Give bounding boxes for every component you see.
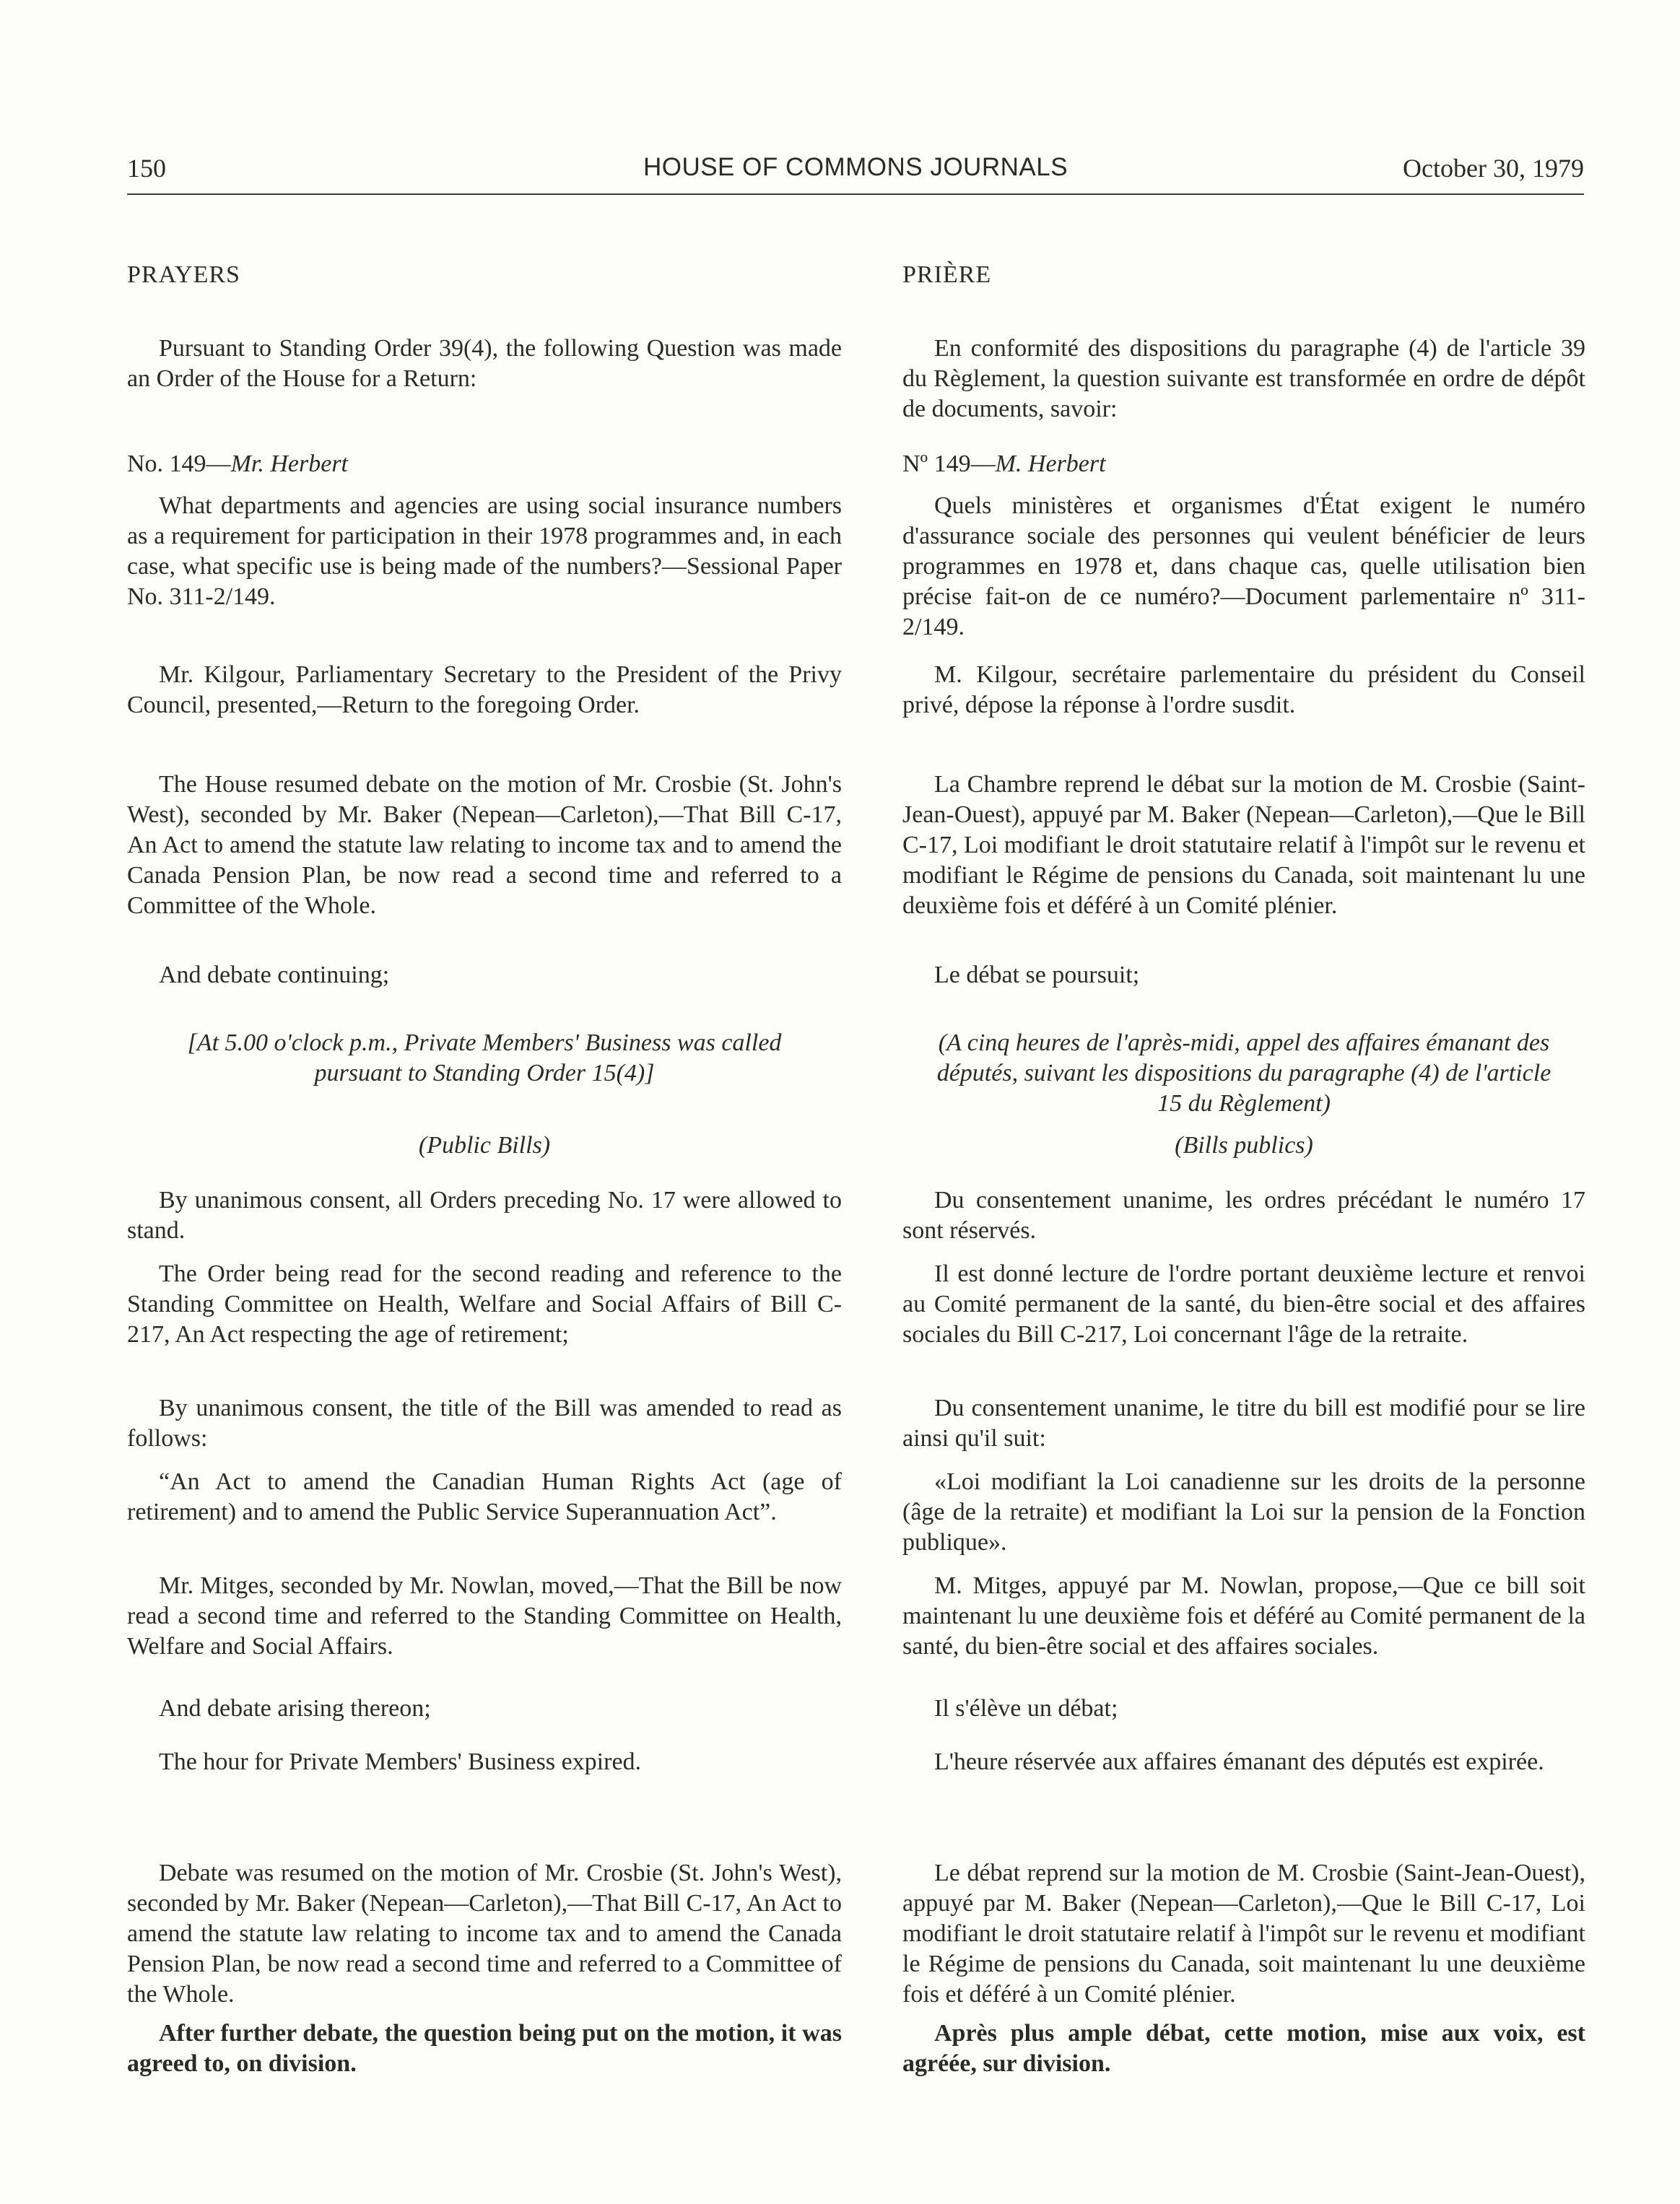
- fr-question-heading: [902, 449, 1585, 479]
- journal-title: HOUSE OF COMMONS JOURNALS: [643, 153, 1069, 181]
- en-hour-expired: The hour for Private Members' Business expired.: [159, 1748, 642, 1775]
- fr-debate-resumed: La Chambre reprend le débat sur la motion de M. Crosbie (Saint-Jean-Ouest), appuyé par M. Baker (Nepean—Carleton),—Que le Bill C-17, Loi modifiant le droit statutaire relatif à l'impôt sur le revenu et modifiant le Régime de pensions du Canada, soit maintenant lu une deuxième fois et déféré à un Comité plénier.: [902, 771, 1585, 919]
- journal-date: October 30, 1979: [1403, 154, 1584, 183]
- en-debate-resumed-2: Debate was resumed on the motion of Mr. Crosbie (St. John's West), seconded by Mr. Baker (Nepean—Carleton),—That Bill C-17, An Act to amend the statute law relating to income tax and to amend the Canada Pension Plan, be now read a second time and referred to a Committee of the Whole.: [127, 1860, 842, 2008]
- fr-hour-expired: L'heure réservée aux affaires émanant des députés est expirée.: [934, 1748, 1544, 1775]
- en-question-text: What departments and agencies are using social insurance numbers as a requirement for participation in their 1978 programmes and, in each case, what specific use is being made of the numbers?—Sessional Paper No. 311-2/149.: [127, 492, 842, 610]
- en-return-presented: Mr. Kilgour, Parliamentary Secretary to the President of the Privy Council, presented,—Return to the foregoing Order.: [127, 661, 842, 718]
- en-debate-continuing: And debate continuing;: [159, 962, 390, 988]
- en-amended-title-quote: “An Act to amend the Canadian Human Rights Act (age of retirement) and to amend the Public Service Superannuation Act”.: [127, 1468, 842, 1525]
- en-order-read: The Order being read for the second reading and reference to the Standing Committee on Health, Welfare and Social Affairs of Bill C-217, An Act respecting the age of retirement;: [127, 1260, 842, 1348]
- en-debate-resumed: The House resumed debate on the motion of Mr. Crosbie (St. John's West), seconded by Mr. Baker (Nepean—Carleton),—That Bill C-17, An Act to amend the statute law relating to income tax and to amend the Canada Pension Plan, be now read a second time and referred to a Committee of the Whole.: [127, 771, 842, 919]
- en-debate-arising: And debate arising thereon;: [159, 1695, 431, 1722]
- en-question-member: Mr. Herbert: [230, 450, 348, 477]
- fr-mitges-motion: M. Mitges, appuyé par M. Nowlan, propose,—Que ce bill soit maintenant lu une deuxième fois et déféré au Comité permanent de la santé, du bien-être social et des affaires sociales.: [902, 1572, 1585, 1660]
- en-question-heading: [127, 449, 842, 479]
- page-header: [127, 153, 1584, 195]
- en-mitges-motion: Mr. Mitges, seconded by Mr. Nowlan, moved,—That the Bill be now read a second time and referred to the Standing Committee on Health, Welfare and Social Affairs.: [127, 1572, 842, 1660]
- fr-debate-arising: Il s'élève un débat;: [934, 1695, 1118, 1722]
- en-private-members-note: [At 5.00 o'clock p.m., Private Members' Business was called pursuant to Standing Order 15(4)]: [187, 1029, 782, 1086]
- fr-title-amended: Du consentement unanime, le titre du bill est modifié pour se lire ainsi qu'il suit:: [902, 1395, 1585, 1452]
- fr-private-members-note: (A cinq heures de l'après-midi, appel des affaires émanant des députés, suivant les dispositions du paragraphe (4) de l'article 15 du Règlement): [936, 1029, 1551, 1117]
- priere-heading: PRIÈRE: [902, 261, 992, 288]
- en-question-number: No. 149—: [127, 450, 231, 477]
- fr-question-member: M. Herbert: [995, 450, 1106, 477]
- fr-question-text: Quels ministères et organismes d'État exigent le numéro d'assurance sociale des personnes qui veulent bénéficier de leurs programmes en 1978 et, dans chaque cas, quelle utilisation bien précise fait-on de ce numéro?—Document parlementaire nº 311-2/149.: [902, 492, 1585, 640]
- page-number: 150: [127, 154, 166, 183]
- fr-orders-stand: Du consentement unanime, les ordres précédant le numéro 17 sont réservés.: [902, 1187, 1585, 1244]
- fr-amended-title-quote: «Loi modifiant la Loi canadienne sur les droits de la personne (âge de la retraite) et modifiant la Loi sur la pension de la Fonction publique».: [902, 1468, 1585, 1556]
- en-return-intro: Pursuant to Standing Order 39(4), the following Question was made an Order of the House for a Return:: [127, 335, 842, 392]
- fr-public-bills-heading: (Bills publics): [1175, 1132, 1313, 1159]
- fr-question-number: Nº 149—: [902, 450, 996, 477]
- fr-agreed-division: Après plus ample débat, cette motion, mise aux voix, est agréée, sur division.: [902, 2020, 1585, 2077]
- fr-order-read: Il est donné lecture de l'ordre portant deuxième lecture et renvoi au Comité permanent de la santé, du bien-être social et des affaires sociales du Bill C-217, Loi concernant l'âge de la retraite.: [902, 1260, 1585, 1348]
- fr-debate-resumed-2: Le débat reprend sur la motion de M. Crosbie (Saint-Jean-Ouest), appuyé par M. Baker (Nepean—Carleton),—Que le Bill C-17, Loi modifiant le droit statutaire relatif à l'impôt sur le revenu et modifiant le Régime de pensions du Canada, soit maintenant lu une deuxième fois et déféré à un Comité plénier.: [902, 1860, 1585, 2008]
- fr-return-presented: M. Kilgour, secrétaire parlementaire du président du Conseil privé, dépose la réponse à l'ordre susdit.: [902, 661, 1585, 718]
- en-public-bills-heading: (Public Bills): [418, 1132, 551, 1159]
- en-orders-stand: By unanimous consent, all Orders preceding No. 17 were allowed to stand.: [127, 1187, 842, 1244]
- fr-return-intro: En conformité des dispositions du paragraphe (4) de l'article 39 du Règlement, la question suivante est transformée en ordre de dépôt de documents, savoir:: [902, 335, 1585, 422]
- en-agreed-division: After further debate, the question being put on the motion, it was agreed to, on division.: [127, 2020, 842, 2077]
- en-title-amended: By unanimous consent, the title of the Bill was amended to read as follows:: [127, 1395, 842, 1452]
- prayers-heading: PRAYERS: [127, 261, 240, 288]
- fr-debate-continuing: Le débat se poursuit;: [934, 962, 1140, 988]
